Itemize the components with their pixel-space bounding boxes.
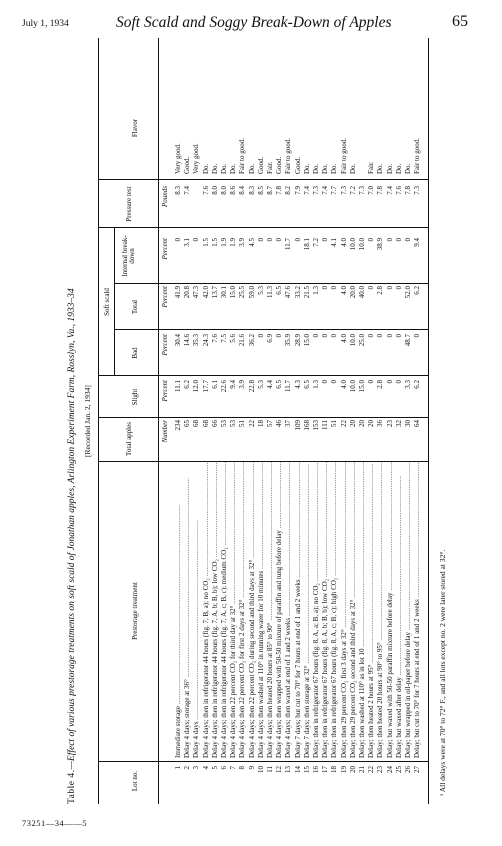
cell-flavor: Fair to good.	[339, 138, 348, 174]
cell-pressure-test: 7.7	[330, 186, 339, 195]
cell-bad: 0	[413, 334, 422, 338]
cell-internal-breakdown: 0	[256, 238, 265, 242]
bottom-rule	[428, 38, 429, 804]
cell-bad: 0	[256, 334, 265, 338]
cell-slight: 12.0	[192, 380, 201, 393]
cell-internal-breakdown: 0	[394, 238, 403, 242]
cell-treatment: Delay 4 days; then 22 percent CO₂ during second and third days at 32° .....	[248, 462, 257, 758]
cell-total: 0	[394, 286, 403, 290]
cell-total: 6.5	[275, 286, 284, 295]
cell-pressure-test: 7.4	[183, 186, 192, 195]
cell-treatment: Delay 7 days; then storage at 32° .....	[303, 462, 312, 758]
cell-slight: 6.2	[413, 380, 422, 389]
cell-total-apples: 32	[394, 420, 403, 427]
cell-bad: 30.4	[174, 334, 182, 347]
cell-lot-no: 22	[367, 766, 376, 773]
cell-lot-no: 1	[174, 766, 182, 770]
cell-slight: 9.4	[229, 380, 238, 389]
col-flavor-header: Flavor	[131, 118, 139, 138]
cell-total: 47.6	[284, 286, 293, 299]
table-caption-text: —Effect of various prestorage treatments on soft scald of Jonathan apples, Arlington Experiment Farm, Rosslyn, Va., 1933–34	[67, 288, 77, 770]
cell-total-apples: 23	[385, 420, 394, 427]
cell-slight: 1.3	[312, 380, 320, 389]
table-4	[64, 38, 454, 804]
cell-internal-breakdown: 0	[266, 238, 274, 242]
cell-slight: 10.0	[348, 380, 357, 393]
cell-total-apples: 57	[266, 420, 274, 427]
cell-treatment: Delay 4 days; then washed at 110° in running water for 10 minutes .....	[257, 462, 266, 758]
cell-lot-no: 19	[339, 766, 348, 773]
cell-slight: 6.5	[302, 380, 311, 389]
page-number: 65	[452, 13, 468, 30]
table-row	[303, 38, 312, 804]
cell-internal-breakdown: 0	[385, 238, 394, 242]
cell-treatment: Immediate storage .....	[174, 462, 183, 758]
cell-internal-breakdown: 3.1	[183, 238, 192, 247]
table-row	[238, 38, 247, 804]
cell-total-apples: 66	[210, 420, 219, 427]
cell-internal-breakdown: 4.0	[339, 238, 348, 247]
cell-total: 1.3	[312, 286, 320, 295]
cell-bad: 7.5	[220, 334, 228, 343]
cell-pressure-test: 7.2	[348, 186, 357, 195]
unit-total: Percent	[161, 286, 169, 308]
cell-pressure-test: 8.5	[256, 186, 265, 195]
cell-lot-no: 27	[413, 766, 422, 773]
unit-total-apples: Number	[161, 420, 169, 443]
cell-bad: 0	[330, 334, 339, 338]
cell-total-apples: 22	[339, 420, 348, 427]
cell-pressure-test: 7.4	[385, 186, 394, 195]
cell-total-apples: 20	[348, 420, 357, 427]
unit-bad: Percent	[161, 334, 169, 356]
cell-pressure-test: 7.3	[413, 186, 422, 195]
cell-lot-no: 15	[302, 766, 311, 773]
cell-treatment: Delay 4 days; then in refrigerator 44 hours (fig. 7, A, c; B, c); medium CO₂ .....	[220, 462, 229, 758]
cell-total: 0	[321, 286, 330, 290]
cell-lot-no: 3	[192, 766, 201, 770]
cell-lot-no: 25	[394, 766, 403, 773]
cell-pressure-test: 7.8	[404, 186, 412, 195]
table-row	[202, 38, 211, 804]
cell-lot-no: 24	[385, 766, 394, 773]
cell-pressure-test: 7.0	[367, 186, 376, 195]
cell-slight: 11.7	[284, 380, 293, 392]
cell-total: 11.3	[266, 286, 274, 298]
cell-flavor: Fair to good.	[413, 138, 422, 174]
cell-total: 47.3	[192, 286, 201, 299]
table-caption	[68, 38, 78, 804]
table-row	[330, 38, 339, 804]
cell-total-apples: 18	[256, 420, 265, 427]
table-row	[220, 38, 229, 804]
cell-flavor: Fair to good.	[238, 138, 247, 174]
col-slight-header: Slight	[131, 388, 139, 406]
cell-total: 4.0	[339, 286, 348, 295]
cell-internal-breakdown: 4.5	[247, 238, 256, 247]
col-soft-scald-header: Soft scald	[103, 288, 111, 316]
cell-total: 20.0	[348, 286, 357, 299]
cell-internal-breakdown: 0	[321, 238, 330, 242]
cell-pressure-test: 8.3	[247, 186, 256, 195]
cell-lot-no: 17	[321, 766, 330, 773]
cell-slight: 22.6	[220, 380, 228, 393]
table-row	[211, 38, 220, 804]
table-row	[174, 38, 183, 804]
cell-total-apples: 109	[293, 420, 302, 431]
cell-slight: 11.1	[174, 380, 182, 392]
cell-lot-no: 4	[201, 766, 210, 770]
table-row	[257, 38, 266, 804]
running-title: Soft Scald and Soggy Break-Down of Apples	[116, 14, 392, 31]
cell-treatment: Delay; then heated 2 hours at 95° .....	[367, 462, 376, 758]
cell-bad: 10.0	[348, 334, 357, 347]
cell-bad: 35.9	[284, 334, 293, 347]
cell-pressure-test: 8.0	[220, 186, 228, 195]
cell-treatment: Delay 4 days; then in refrigerator 44 hours (fig. 7, B, a); no CO₂ .....	[202, 462, 211, 758]
cell-bad: 48.7	[404, 334, 412, 347]
unit-slight: Percent	[161, 380, 169, 402]
cell-slight: 17.7	[201, 380, 210, 393]
cell-treatment: Delay 7 days; but cut to 70° for 7 hours at end of 1 and 2 weeks .....	[294, 462, 303, 758]
table-row	[284, 38, 293, 804]
cell-treatment: Delay 4 days; then heated 20 hours at 85° to 90° .....	[266, 462, 275, 758]
cell-lot-no: 7	[229, 766, 238, 770]
cell-lot-no: 8	[238, 766, 247, 770]
cell-pressure-test: 7.4	[321, 186, 330, 195]
cell-flavor: Very good.	[174, 143, 182, 174]
table-row	[340, 38, 349, 804]
cell-total: 2.8	[376, 286, 385, 295]
cell-flavor: Fair.	[266, 161, 274, 174]
cell-lot-no: 11	[266, 766, 274, 773]
cell-total: 0	[385, 286, 394, 290]
table-row	[248, 38, 257, 804]
cell-internal-breakdown: 10.0	[348, 238, 357, 251]
table-row	[404, 38, 413, 804]
cell-flavor: Do.	[229, 163, 238, 174]
cell-lot-no: 16	[312, 766, 320, 773]
top-rule	[98, 38, 99, 804]
cell-bad: 7.6	[210, 334, 219, 343]
cell-internal-breakdown: 0	[367, 238, 376, 242]
cell-total-apples: 53	[229, 420, 238, 427]
table-row	[294, 38, 303, 804]
cell-total: 52.0	[404, 286, 412, 299]
cell-slight: 3.3	[404, 380, 412, 389]
cell-internal-breakdown: 1.5	[201, 238, 210, 247]
cell-flavor: Do.	[376, 163, 385, 174]
cell-total: 30.1	[220, 286, 228, 299]
cell-internal-breakdown: 11.7	[284, 238, 293, 250]
cell-flavor: Do.	[394, 163, 403, 174]
col-bad-header: Bad	[131, 347, 139, 359]
cell-treatment: Delay; then in refrigerator 67 hours (fig. 8, A, c; B, c); high CO₂ .....	[330, 462, 339, 758]
cell-total: 41.9	[174, 286, 182, 299]
cell-total: 59.0	[247, 286, 256, 299]
cell-total: 25.5	[238, 286, 247, 299]
col-pressure-header: Pressure test	[125, 186, 133, 222]
cell-treatment: Delay 4 days; storage at 36° .....	[183, 462, 192, 758]
cell-total-apples: 64	[413, 420, 422, 427]
cell-total: 21.5	[302, 286, 311, 299]
cell-total: 42.0	[201, 286, 210, 299]
cell-total-apples: 153	[312, 420, 320, 431]
table-row	[395, 38, 404, 804]
print-code: 73251—34——5	[22, 818, 87, 828]
cell-lot-no: 12	[275, 766, 284, 773]
cell-treatment: Delay 4 days; then 22 percent CO₂ for first 2 days at 32° .....	[238, 462, 247, 758]
cell-bad: 24.3	[201, 334, 210, 347]
cell-treatment: Delay; then in refrigerator 67 hours (fig. 8, A, b; B, b); low CO₂ .....	[321, 462, 330, 758]
cell-total-apples: 30	[404, 420, 412, 427]
cell-slight: 0	[394, 380, 403, 384]
cell-treatment: Delay 4 days; then in refrigerator 44 hours (fig. 7, A, b; B, b); low CO₂ .....	[211, 462, 220, 758]
cell-flavor: Good.	[275, 156, 284, 174]
cell-treatment: Delay; but cut to 70° for 7 hours at end of 1 and 2 weeks .....	[413, 462, 422, 758]
cell-internal-breakdown: 1.9	[220, 238, 228, 247]
cell-total-apples: 20	[367, 420, 376, 427]
cell-lot-no: 14	[293, 766, 302, 773]
cell-flavor: Do.	[330, 163, 339, 174]
table-row	[312, 38, 321, 804]
col-treatment-header: Prestorage treatment	[131, 582, 139, 640]
cell-pressure-test: 8.7	[266, 186, 274, 195]
table-row	[321, 38, 330, 804]
cell-bad: 35.3	[192, 334, 201, 347]
cell-bad: 14.6	[183, 334, 192, 347]
cell-bad: 0	[394, 334, 403, 338]
cell-total-apples: 168	[302, 420, 311, 431]
cell-treatment: Delay; but wrapped in oil-paper before delay .....	[404, 462, 413, 758]
cell-total-apples: 111	[321, 420, 330, 430]
cell-flavor: Fair.	[367, 161, 376, 174]
cell-slight: 5.3	[256, 380, 265, 389]
cell-internal-breakdown: 0	[192, 238, 201, 242]
cell-flavor: Do.	[385, 163, 394, 174]
table-row	[349, 38, 358, 804]
cell-bad: 28.9	[293, 334, 302, 347]
cell-pressure-test: 7.6	[201, 186, 210, 195]
cell-total-apples: 36	[376, 420, 385, 427]
cell-total: 20.8	[183, 286, 192, 299]
cell-bad: 0	[321, 334, 330, 338]
table-row	[358, 38, 367, 804]
cell-total: 5.3	[256, 286, 265, 295]
cell-bad: 0	[275, 334, 284, 338]
cell-flavor: Very good.	[192, 143, 201, 174]
table-row	[275, 38, 284, 804]
cell-slight: 2.8	[376, 380, 385, 389]
cell-slight: 15.0	[358, 380, 366, 393]
cell-total-apples: 51	[238, 420, 247, 427]
cell-internal-breakdown: 0	[275, 238, 284, 242]
cell-treatment: Delay; then washed at 110° as in lot 10 .....	[358, 462, 367, 758]
cell-internal-breakdown: 7.2	[312, 238, 320, 247]
cell-total: 6.2	[413, 286, 422, 295]
cell-flavor: Do.	[302, 163, 311, 174]
cell-flavor: Good.	[183, 156, 192, 174]
cell-internal-breakdown: 9.4	[413, 238, 422, 247]
cell-internal-breakdown: 38.9	[376, 238, 385, 251]
cell-slight: 6.2	[183, 380, 192, 389]
cell-pressure-test: 7.3	[358, 186, 366, 195]
cell-pressure-test: 8.6	[229, 186, 238, 195]
cell-lot-no: 13	[284, 766, 293, 773]
cell-flavor: Do.	[220, 163, 228, 174]
cell-flavor: Do.	[247, 163, 256, 174]
cell-pressure-test: 8.2	[284, 186, 293, 195]
cell-internal-breakdown: 0	[293, 238, 302, 242]
cell-slight: 0	[330, 380, 339, 384]
cell-treatment: Delay; then in refrigerator 67 hours (fig. 8, A, a; B, a); no CO₂ .....	[312, 462, 321, 758]
cell-treatment: Delay 4 days; then waxed at end of 1 and 2 weeks .....	[284, 462, 293, 758]
cell-flavor: Do.	[348, 163, 357, 174]
cell-slight: 0	[367, 380, 376, 384]
cell-slight: 6.1	[210, 380, 219, 389]
cell-internal-breakdown: 10.0	[358, 238, 366, 251]
cell-pressure-test: 8.4	[238, 186, 247, 195]
table-recorded-note: [Recorded Jan. 2, 1934]	[83, 385, 92, 457]
cell-pressure-test: 7.6	[394, 186, 403, 195]
cell-internal-breakdown: 3.9	[238, 238, 247, 247]
cell-lot-no: 5	[210, 766, 219, 770]
cell-bad: 36.2	[247, 334, 256, 347]
table-row	[386, 38, 395, 804]
cell-lot-no: 18	[330, 766, 339, 773]
cell-pressure-test: 7.3	[339, 186, 348, 195]
table-footnote: ¹ All delays were at 70° to 72° F., and all lots except no. 2 were later stored at 32°.	[438, 549, 447, 796]
cell-slight: 4.0	[339, 380, 348, 389]
cell-total-apples: 68	[192, 420, 201, 427]
running-date: July 1, 1934	[22, 19, 69, 29]
cell-lot-no: 23	[376, 766, 385, 773]
cell-internal-breakdown: 1.9	[229, 238, 238, 247]
cell-pressure-test: 7.9	[293, 186, 302, 195]
cell-bad: 0	[376, 334, 385, 338]
cell-slight: 4.4	[266, 380, 274, 389]
cell-total: 0	[330, 286, 339, 290]
cell-lot-no: 20	[348, 766, 357, 773]
cell-lot-no: 26	[404, 766, 412, 773]
cell-total-apples: 51	[330, 420, 339, 427]
cell-flavor: Do.	[210, 163, 219, 174]
unit-pressure: Pounds	[161, 186, 169, 207]
cell-total: 13.7	[210, 286, 219, 299]
cell-treatment: Delay 4 days; then 22 percent CO₂ for third day at 32° .....	[229, 462, 238, 758]
cell-internal-breakdown: 0	[174, 238, 182, 242]
cell-pressure-test: 8.0	[210, 186, 219, 195]
cell-pressure-test: 8.3	[174, 186, 182, 195]
cell-bad: 0	[385, 334, 394, 338]
cell-total-apples: 65	[183, 420, 192, 427]
cell-pressure-test: 7.8	[275, 186, 284, 195]
cell-pressure-test: 7.4	[302, 186, 311, 195]
header-bottom-rule	[158, 38, 159, 804]
cell-total-apples: 46	[275, 420, 284, 427]
cell-internal-breakdown: 18.1	[302, 238, 311, 251]
cell-total-apples: 68	[201, 420, 210, 427]
cell-internal-breakdown: 4.1	[330, 238, 339, 247]
cell-bad: 6.9	[266, 334, 274, 343]
cell-slight: 6.5	[275, 380, 284, 389]
cell-treatment: Delay; but waxed with 50-50 paraffin mixture before delay .....	[386, 462, 395, 758]
cell-internal-breakdown: 1.5	[210, 238, 219, 247]
cell-treatment: Delay; then 29 percent CO₂ first 3 days at 32° .....	[340, 462, 349, 758]
cell-slight: 22.8	[247, 380, 256, 393]
cell-slight: 0	[321, 380, 330, 384]
col-total-apples-header: Total apples	[125, 422, 133, 456]
cell-bad: 4.0	[339, 334, 348, 343]
cell-treatment: Delay 4 days; then wrapped with 50-50 mixture of paraffin and tung before delay .....	[275, 462, 284, 758]
cell-total-apples: 22	[247, 420, 256, 427]
cell-total: 15.0	[229, 286, 238, 299]
cell-treatment: Delay; then heated 20 hours at 90° to 95° .....	[376, 462, 385, 758]
cell-bad: 5.6	[229, 334, 238, 343]
table-row	[229, 38, 238, 804]
cell-bad: 21.6	[238, 334, 247, 347]
table-row	[183, 38, 192, 804]
cell-lot-no: 21	[358, 766, 366, 773]
cell-flavor: Do.	[321, 163, 330, 174]
cell-total: 0	[367, 286, 376, 290]
cell-lot-no: 6	[220, 766, 228, 770]
cell-total-apples: 234	[174, 420, 182, 431]
cell-lot-no: 2	[183, 766, 192, 770]
table-row	[413, 38, 422, 804]
table-row	[367, 38, 376, 804]
table-row	[266, 38, 275, 804]
cell-internal-breakdown: 0	[404, 238, 412, 242]
cell-pressure-test: 7.3	[312, 186, 320, 195]
col-lot-header: Lot no.	[131, 770, 139, 792]
cell-total: 40.0	[358, 286, 366, 299]
cell-treatment: Delay; but waxed after delay .....	[395, 462, 404, 758]
cell-pressure-test: 7.8	[376, 186, 385, 195]
cell-total-apples: 20	[358, 420, 366, 427]
cell-total-apples: 53	[220, 420, 228, 427]
cell-bad: 25.0	[358, 334, 366, 347]
cell-slight: 3.9	[238, 380, 247, 389]
cell-flavor: Good.	[256, 156, 265, 174]
cell-flavor: Good.	[293, 156, 302, 174]
cell-slight: 0	[385, 380, 394, 384]
cell-slight: 4.3	[293, 380, 302, 389]
table-caption-lead: Table 4.	[67, 769, 77, 804]
table-row	[376, 38, 385, 804]
cell-bad: 0	[312, 334, 320, 338]
cell-flavor: Do.	[312, 163, 320, 174]
cell-total: 33.2	[293, 286, 302, 299]
cell-bad: 15.0	[302, 334, 311, 347]
cell-total-apples: 37	[284, 420, 293, 427]
cell-flavor: Do.	[201, 163, 210, 174]
col-internal-header: Internal break-down	[121, 235, 136, 277]
rotated-table-frame	[64, 38, 454, 804]
cell-treatment: Delay; then 29 percent CO₂ second and third days at 32° .....	[349, 462, 358, 758]
soft-scald-rule	[114, 228, 115, 376]
table-row	[192, 38, 201, 804]
cell-bad: 0	[367, 334, 376, 338]
unit-internal: Percent	[161, 238, 169, 260]
cell-flavor: Do.	[404, 163, 412, 174]
col-total-header: Total	[131, 299, 139, 315]
cell-lot-no: 9	[247, 766, 256, 770]
cell-treatment: Delay 4 days .....	[192, 462, 201, 758]
cell-flavor: Fair to good.	[284, 138, 293, 174]
cell-lot-no: 10	[256, 766, 265, 773]
